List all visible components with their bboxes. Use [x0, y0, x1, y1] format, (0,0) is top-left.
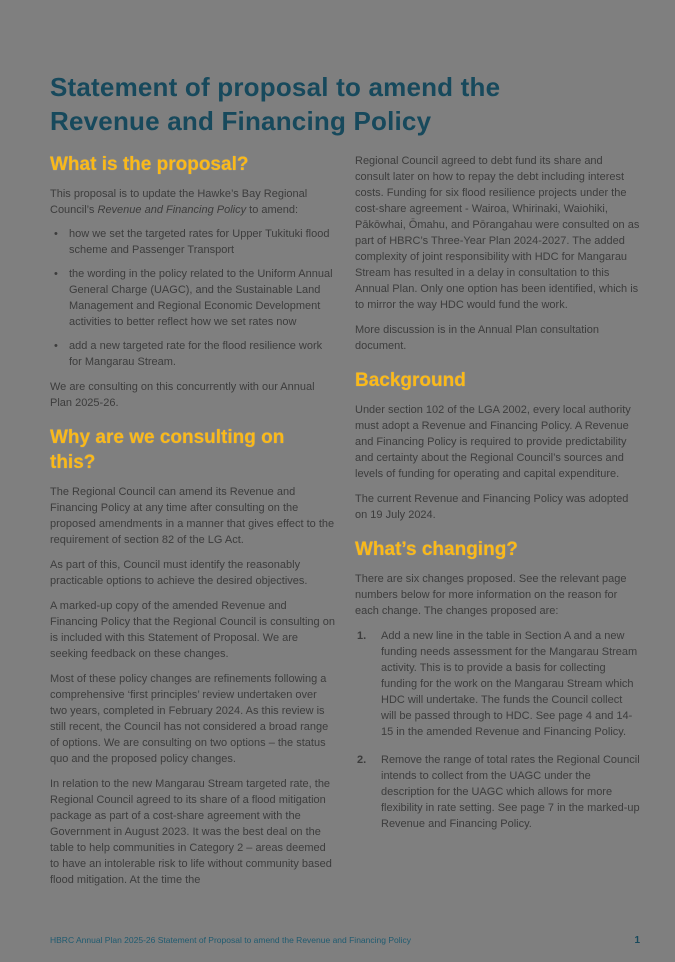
section-heading-whats-changing: What’s changing? [355, 539, 518, 560]
page-footer [50, 935, 640, 946]
proposal-intro-paragraph [50, 186, 335, 218]
paragraph: More discussion is in the Annual Plan consultation document. [355, 324, 599, 352]
footer-document-title: HBRC Annual Plan 2025-26 Statement of Proposal to amend the Revenue and Financing Policy [50, 935, 412, 945]
numbered-item [355, 628, 640, 740]
page-number: 1 [634, 935, 640, 946]
document-title-line2: Revenue and Financing Policy [50, 106, 432, 136]
paragraph: Under section 102 of the LGA 2002, every local authority must adopt a Revenue and Financing Policy. A Revenue and Financing Policy is required to provide predictability and certainty about the Regional Council’s sources and levels of funding for operating and capital expenditure. [355, 404, 631, 480]
numbered-item [355, 752, 640, 832]
proposal-intro-pre: This proposal is to update the Hawke’s Bay Regional Council’s [50, 188, 308, 216]
right-column [355, 150, 640, 897]
paragraph: The Regional Council can amend its Revenue and Financing Policy at any time after consulting on the proposed amendments in a manner that gives effect to the requirement of section 82 of the LG Act. [50, 486, 335, 546]
section-heading-background: Background [355, 370, 466, 391]
document-title [50, 70, 640, 138]
item-number: 2. [357, 754, 367, 766]
policy-name-italic: Revenue and Financing Policy [97, 204, 247, 216]
paragraph: In relation to the new Mangarau Stream targeted rate, the Regional Council agreed to its share of a flood mitigation package as part of a cost-share agreement with the Government in August 2023. It was the best deal on the table to help communities in Category 2 – areas deemed to have an intolerable risk to life without community based flood mitigation. At the time the [50, 778, 332, 886]
bullet-item [50, 266, 335, 330]
two-column-layout [50, 150, 640, 897]
item-text: Remove the range of total rates the Regional Council intends to collect from the UAGC under the description for the UAGC which allows for more flexibility in rate setting. See page 7 in the marked-up Revenue and Financing Policy. [381, 754, 640, 830]
paragraph: As part of this, Council must identify the reasonably practicable options to achieve the desired objectives. [50, 559, 308, 587]
bullet-text: the wording in the policy related to the Uniform Annual General Charge (UAGC), and the Sustainable Land Management and Regional Economic Development activities to better reflect how we set rates now [69, 268, 333, 328]
changes-numbered-list [355, 628, 640, 832]
bullet-text: how we set the targeted rates for Upper Tukituki flood scheme and Passenger Transport [69, 228, 330, 256]
bullet-icon: • [54, 340, 58, 352]
bullet-icon: • [54, 268, 58, 280]
bullet-item [50, 226, 335, 258]
changes-intro-paragraph: There are six changes proposed. See the relevant page numbers below for more information on the reason for each change. The changes proposed are: [355, 573, 627, 617]
paragraph: Regional Council agreed to debt fund its share and consult later on how to repay the debt including interest costs. Funding for six flood resilience projects under the cost-share agreement - Wairoa, Whirinaki, Waiohiki, Pākōwhai, Ōmahu, and Pōrangahau were consulted on as part of HBRC’s Three-Year Plan 2024-2027. The added complexity of joint responsibility with HDC for Mangarau Stream has resulted in a delay in consultation to this Annual Plan. Only one option has been identified, which is to mirror the way HDC would fund the work. [355, 155, 640, 311]
item-text: Add a new line in the table in Section A and a new funding needs assessment for the Mangarau Stream activity. This is to provide a basis for collecting funding for the work on the Mangarau Stream which HDC will undertake. The funds the Council collect will be passed through to HDC. See page 4 and 14-15 in the amended Revenue and Financing Policy. [381, 630, 638, 738]
section-heading-what-is-the-proposal: What is the proposal? [50, 154, 249, 175]
bullet-icon: • [54, 228, 58, 240]
left-column [50, 150, 335, 897]
bullet-item [50, 338, 335, 370]
document-title-line1: Statement of proposal to amend the [50, 72, 501, 102]
section-heading-why-are-we-consulting: Why are we consulting on this? [50, 427, 285, 473]
paragraph: A marked-up copy of the amended Revenue and Financing Policy that the Regional Council is consulting on is included with this Statement of Proposal. We are seeking feedback on these changes. [50, 600, 335, 660]
bullet-text: add a new targeted rate for the flood resilience work for Mangarau Stream. [69, 340, 323, 368]
paragraph: Most of these policy changes are refinements following a comprehensive ‘first principles’ review undertaken over two years, completed in February 2024. As this review is still recent, the Council has not considered a broad range of options. We are consulting on two options – the status quo and the proposed policy changes. [50, 673, 329, 765]
proposal-closing-paragraph: We are consulting on this concurrently with our Annual Plan 2025-26. [50, 381, 315, 409]
proposal-intro-post: to amend: [246, 204, 299, 216]
paragraph: The current Revenue and Financing Policy was adopted on 19 July 2024. [355, 493, 629, 521]
proposal-bullet-list [50, 226, 335, 370]
item-number: 1. [357, 630, 367, 642]
